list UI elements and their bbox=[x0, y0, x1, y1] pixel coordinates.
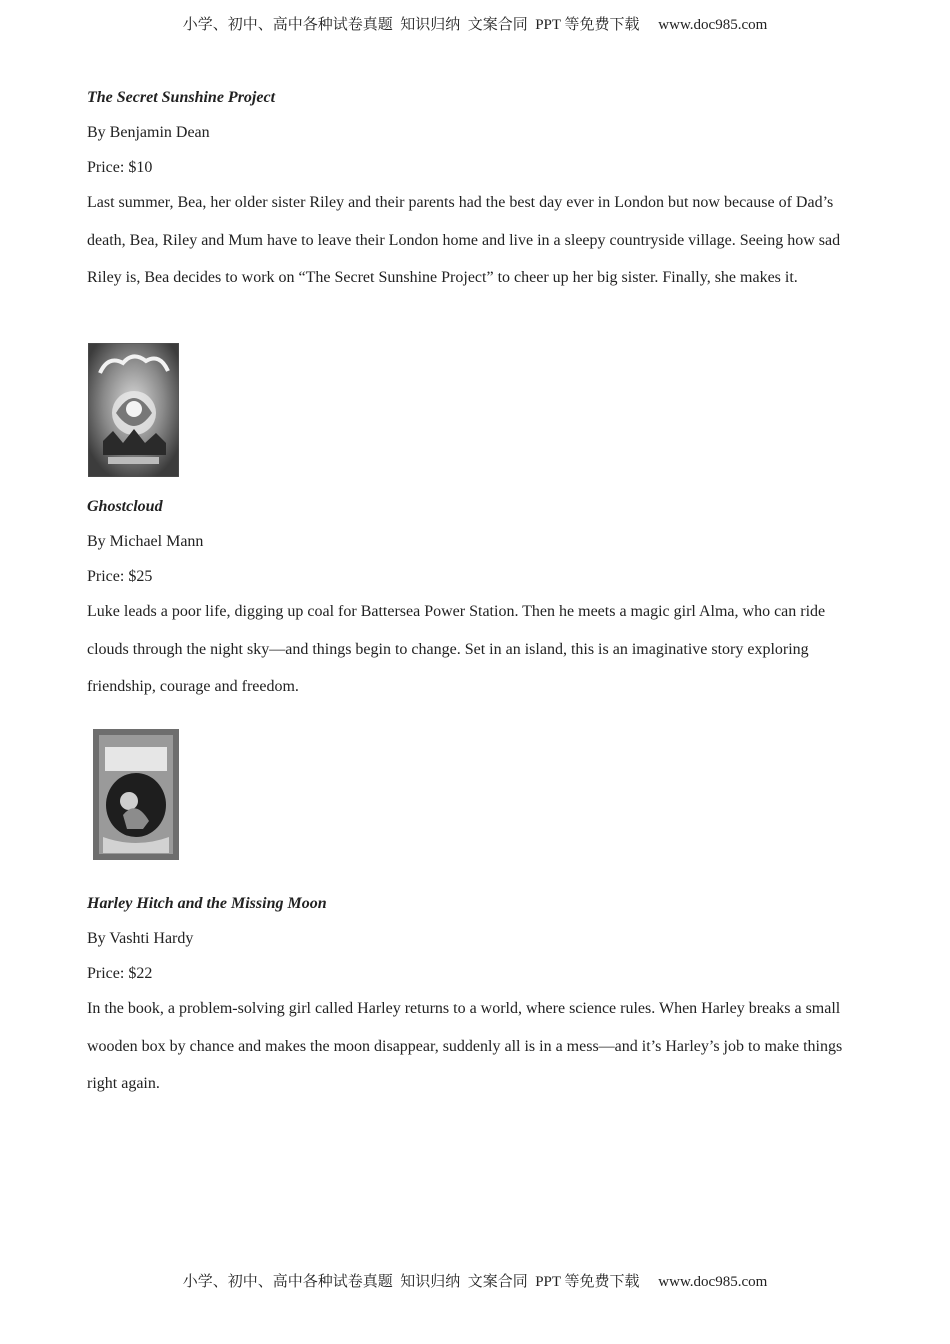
book-price: Price: $10 bbox=[87, 159, 153, 176]
book-price: Price: $22 bbox=[87, 965, 153, 982]
book-description: In the book, a problem-solving girl called Harley returns to a world, where science rules. When Harley breaks a small wooden box by chance and makes the moon disappear, suddenly all is in a mess—and it’s Harley’s job to make things right again. bbox=[87, 1000, 843, 1092]
book-description: Last summer, Bea, her older sister Riley and their parents had the best day ever in London but now because of Dad’s death, Bea, Riley and Mum have to leave their London home and live in a sleepy countryside village. Seeing how sad Riley is, Bea decides to work on “The Secret Sunshine Project” to cheer up her big sister. Finally, she makes it. bbox=[87, 194, 841, 286]
book-author: By Benjamin Dean bbox=[87, 124, 210, 141]
harley-hitch-book-cover bbox=[93, 729, 179, 860]
page-footer: 小学、初中、高中各种试卷真题 知识归纳 文案合同 PPT 等免费下载 www.doc985.com bbox=[182, 1274, 768, 1290]
book-author: By Michael Mann bbox=[87, 533, 204, 550]
book-list bbox=[87, 0, 867, 1260]
book-title: Harley Hitch and the Missing Moon bbox=[87, 895, 327, 912]
book-description: Luke leads a poor life, digging up coal for Battersea Power Station. Then he meets a magic girl Alma, who can ride clouds through the night sky—and things begin to change. Set in an island, this is an imaginative story exploring friendship, courage and freedom. bbox=[87, 603, 826, 695]
ghostcloud-book-cover bbox=[88, 343, 179, 477]
book-title: The Secret Sunshine Project bbox=[87, 89, 276, 106]
book-title: Ghostcloud bbox=[87, 498, 163, 515]
page-header: 小学、初中、高中各种试卷真题 知识归纳 文案合同 PPT 等免费下载 www.doc985.com bbox=[182, 17, 768, 33]
book-author: By Vashti Hardy bbox=[87, 930, 194, 947]
book-price: Price: $25 bbox=[87, 568, 153, 585]
